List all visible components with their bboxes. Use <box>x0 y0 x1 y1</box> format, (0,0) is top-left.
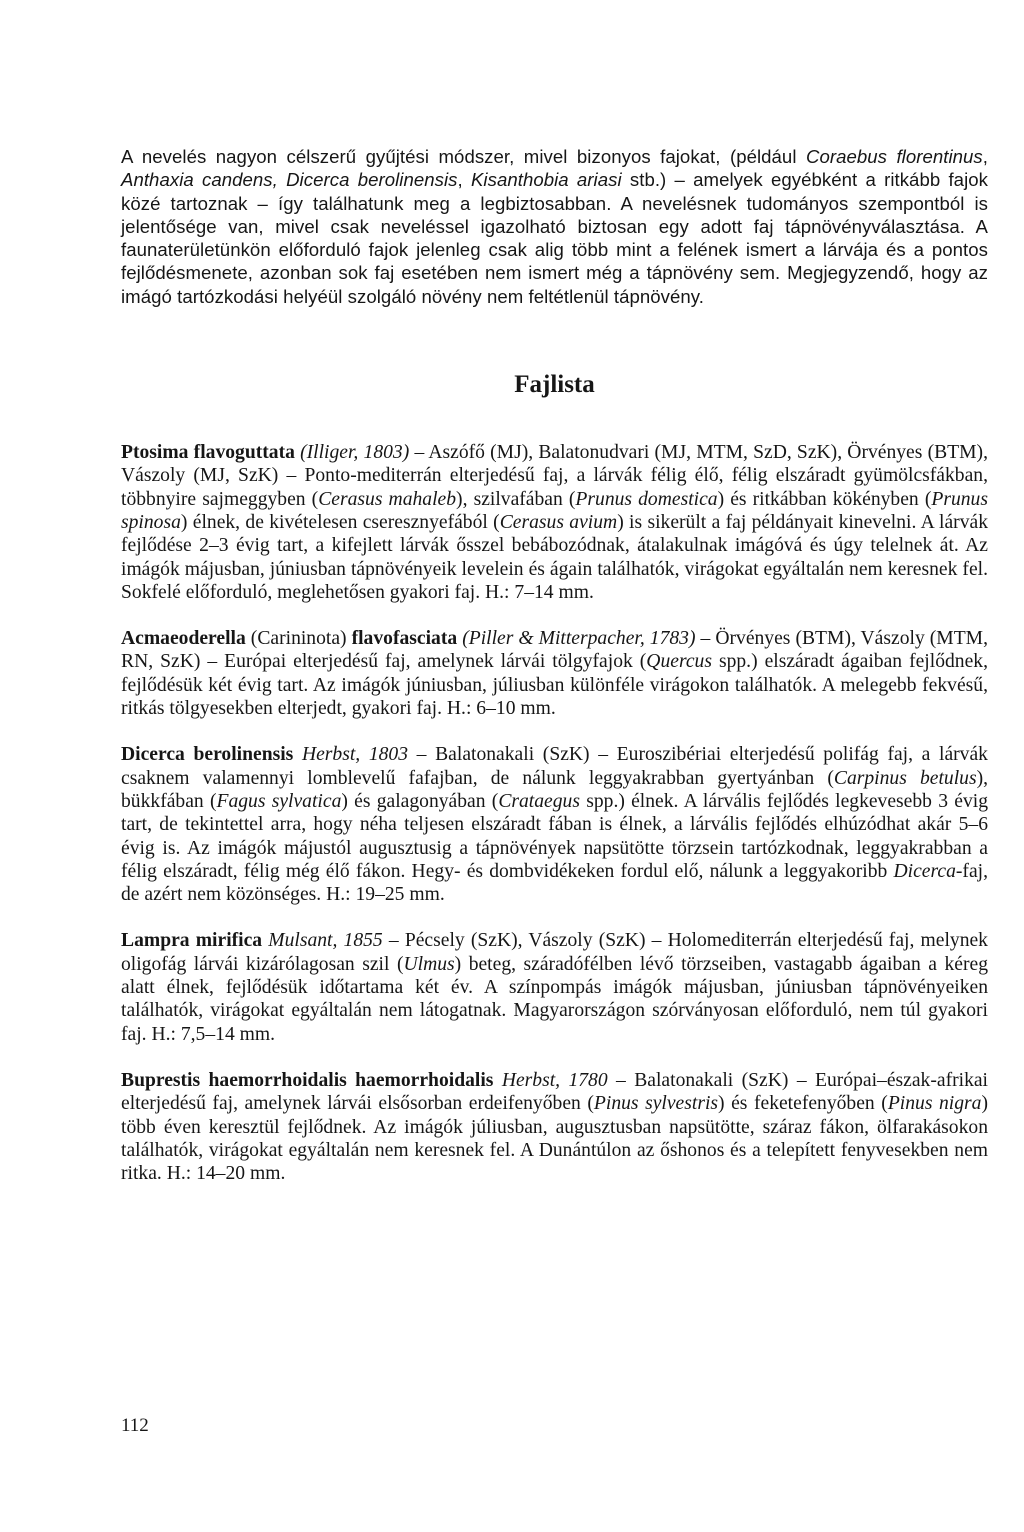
species-entry-dicerca: Dicerca berolinensis Herbst, 1803 – Balatonakali (SzK) – Euroszibériai elterjedésű polifág faj, a lárvák csaknem valamennyi lomblevelű fafajban, de nálunk leggyakrabban gyertyánban (Carpinus betulus), bükkfában (Fagus sylvatica) és galagonyában (Crataegus spp.) élnek. A lárvális fejlődés legkevesebb 3 évig tart, de tekintettel arra, hogy néha teljesen elszáradt fában is élnek, a lárvális fejlődés elhúzódhat akár 5–6 évig is. Az imágók májustól augusztusig a tápnövények napsütötte törzsein tartózkodnak, leggyakrabban a félig elszáradt, félig még élő fákon. Hegy- és dombvidékeken fordul elő, nálunk a leggyakoribb Dicerca-faj, de azért nem közönséges. H.: 19–25 mm. <box>121 744 989 906</box>
page-content <box>121 145 988 1208</box>
species-entry-buprestis: Buprestis haemorrhoidalis haemorrhoidalis Herbst, 1780 – Balatonakali (SzK) – Európai–észak-afrikai elterjedésű faj, amelynek lárvái elsősorban erdeifenyőben (Pinus sylvestris) és feketefenyőben (Pinus nigra) több éven keresztül fejlődnek. Az imágók júliusban, augusztusban napsütötte, száraz fákon, ölfarakásokon találhatók, virágokat egyáltalán nem keresnek fel. A Dunántúlon az őshonos és a telepített fenyvesekben nem ritka. H.: 14–20 mm. <box>121 1069 989 1185</box>
species-name: Dicerca berolinensis <box>121 744 294 766</box>
species-name: Ptosima flavoguttata <box>121 442 295 464</box>
species-entry-lampra: Lampra mirifica Mulsant, 1855 – Pécsely (SzK), Vászoly (SzK) – Holomediterrán elterjedésű faj, melynek oligofág lárvái kizárólagosan szil (Ulmus) beteg, száradófélben lévő törzseiben, vastagabb ágaiban a kéreg alatt élnek, fejlődésük időtartama két év. A színpompás imágók májusban, júniusban tápnövényeiken találhatók, virágokat egyáltalán nem látogatnak. Magyarországon szórványosan előforduló, nem túl gyakori faj. H.: 7,5–14 mm. <box>121 930 988 1045</box>
species-entry-ptosima: Ptosima flavoguttata (Illiger, 1803) – Aszófő (MJ), Balatonudvari (MJ, MTM, SzD, SzK), Örvényes (BTM), Vászoly (MJ, SzK) – Ponto-mediterrán elterjedésű faj, a lárvák félig élő, félig elszáradt gyümölcsfákban, többnyire sajmeggyben (Cerasus mahaleb), szilvafában (Prunus domestica) és ritkábban kökényben (Prunus spinosa) élnek, de kivételesen cseresznyefából (Cerasus avium) is sikerült a faj példányait kinevelni. A lárvák fejlődése 2–3 évig tart, a kifejlett lárvák ősszel bebábozódnak, átalakulnak imágóvá és úgy telelnek át. Az imágók májusban, júniusban tápnövényeik levelein és ágain találhatók, virágokat egyáltalán nem keresnek fel. Sokfelé előforduló, meglehetősen gyakori faj. H.: 7–14 mm. <box>121 442 989 603</box>
species-author: Mulsant, 1855 <box>268 930 383 952</box>
species-author: Herbst, 1780 <box>501 1069 608 1091</box>
species-name: Buprestis haemorrhoidalis haemorrhoidalis <box>121 1069 494 1091</box>
species-author: Herbst, 1803 <box>301 744 409 766</box>
species-author: (Illiger, 1803) <box>300 442 410 464</box>
species-name: Acmaeoderella <box>121 628 246 650</box>
page-number: 112 <box>121 1415 149 1436</box>
intro-paragraph: A nevelés nagyon célszerű gyűjtési módszer, mivel bizonyos fajokat, (például Coraebus florentinus, Anthaxia candens, Dicerca berolinensis, Kisanthobia ariasi stb.) – amelyek egyébként a ritkább fajok közé tartoznak – így találhatunk meg a legbiztosabban. A nevelésnek tudományos szempontból is jelentősége van, mivel csak neveléssel igazolható biztosan egy adott faj tápnövényválasztása. A faunaterületünkön előforduló fajok jelenleg csak alig több mint a felének ismert a lárvája és a pontos fejlődésmenete, azonban sok faj esetében nem ismert még a tápnövény sem. Megjegyzendő, hogy az imágó tartózkodási helyéül szolgáló növény nem feltétlenül tápnövény. <box>121 146 989 307</box>
species-name: flavofasciata <box>351 628 458 650</box>
species-name: Lampra mirifica <box>121 930 263 952</box>
species-entry-acmaeoderella: Acmaeoderella (Carininota) flavofasciata (Piller & Mitterpacher, 1783) – Örvényes (BTM), Vászoly (MTM, RN, SzK) – Európai elterjedésű faj, amelynek lárvái tölgyfajok (Quercus spp.) elszáradt ágaiban fejlődnek, fejlődésük két évig tart. Az imágók júniusban, júliusban különféle virágokon találhatók. A melegebb fekvésű, ritkás tölgyesekben elterjedt, gyakori faj. H.: 6–10 mm. <box>121 628 989 720</box>
section-heading: Fajlista <box>514 371 595 399</box>
species-author: (Piller & Mitterpacher, 1783) <box>462 628 696 650</box>
